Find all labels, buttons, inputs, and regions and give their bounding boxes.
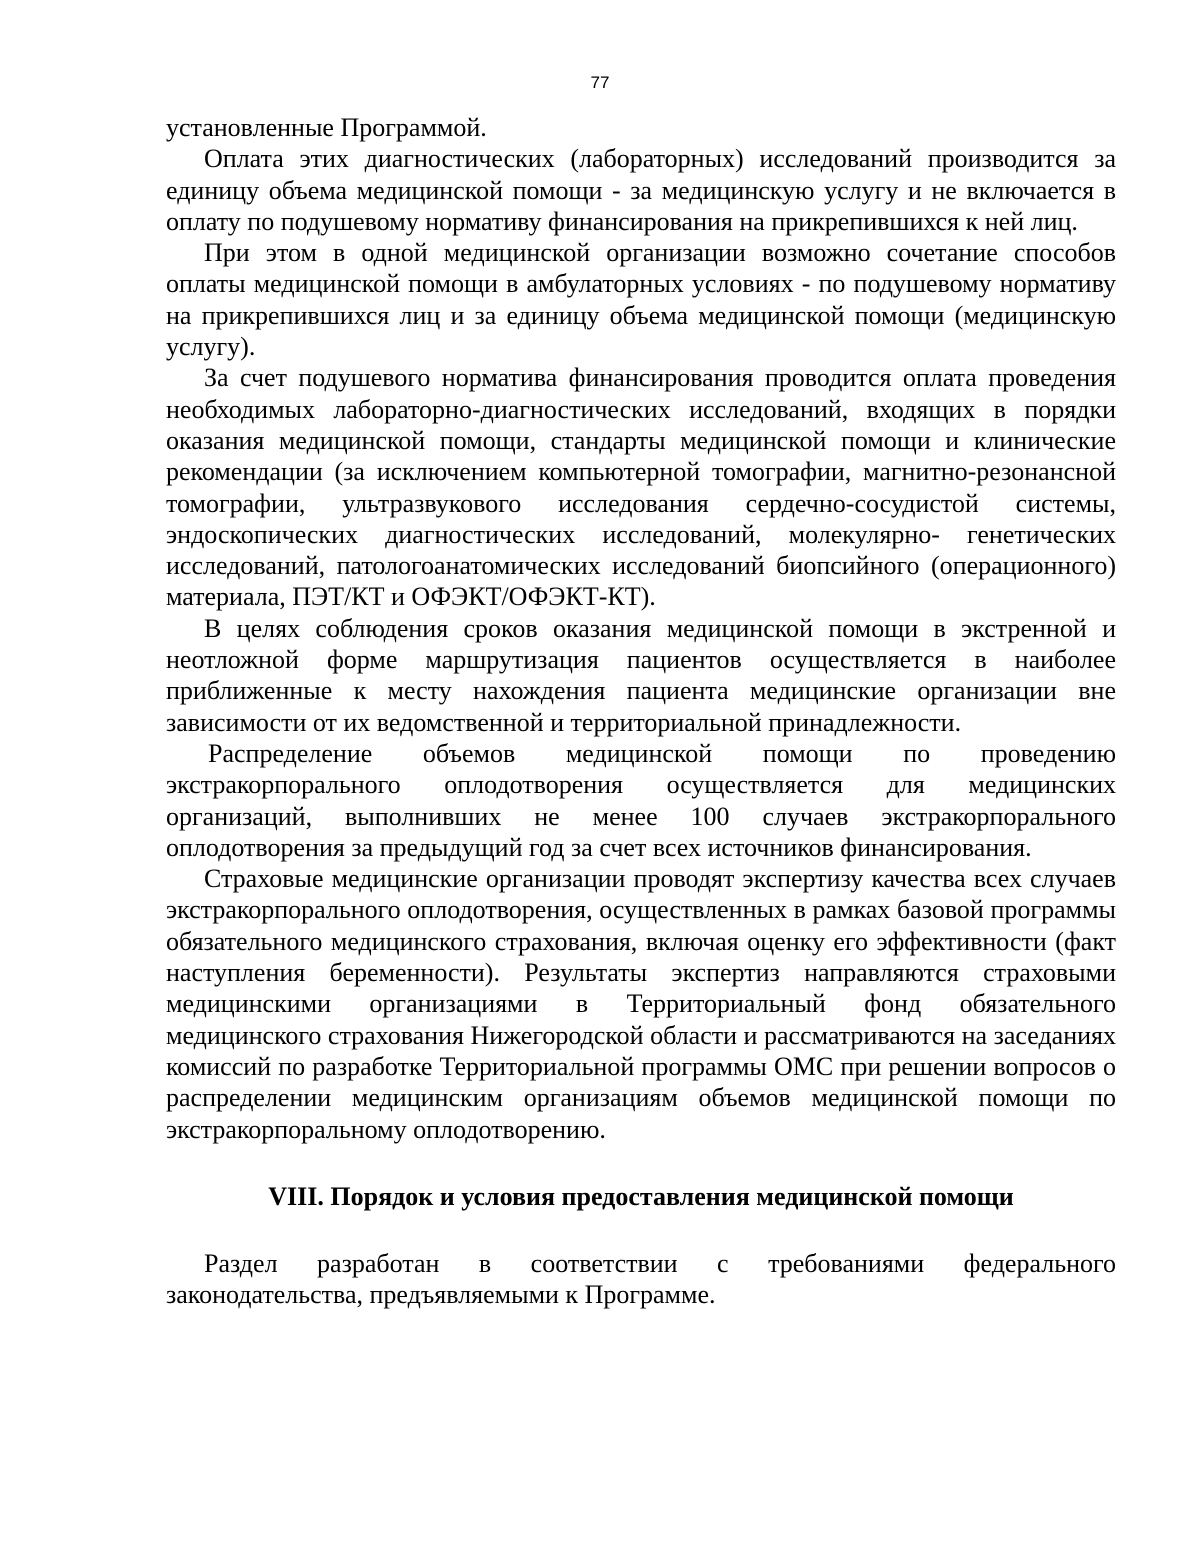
paragraph-payment-combination: При этом в одной медицинской организации возможно сочетание способов оплаты медицинской помощи в амбулаторных условиях - по подушевому нормативу на прикрепившихся лиц и за единицу объема медицинской помощи (медицинскую услугу). — [166, 238, 1116, 362]
paragraph-continuation: установленные Программой. — [166, 113, 487, 142]
paragraph-payment-diagnostics: Оплата этих диагностических (лабораторных) исследований производится за единицу объема медицинской помощи - за медицинскую услугу и не включается в оплату по подушевому нормативу финансирования на прикрепившихся к ней лиц. — [166, 144, 1116, 236]
document-body — [166, 112, 1116, 1310]
paragraph-per-capita-funding: За счет подушевого норматива финансирования проводится оплата проведения необходимых лабораторно-диагностических исследований, входящих в порядки оказания медицинской помощи, стандарты медицинской помощи и клинические рекомендации (за исключением компьютерной томографии, магнитно-резонансной томографии, ультразвукового исследования сердечно-сосудистой системы, эндоскопических диагностических исследований, молекулярно- генетических исследований, патологоанатомических исследований биопсийного (операционного) материала, ПЭТ/КТ и ОФЭКТ/ОФЭКТ-КТ). — [166, 363, 1116, 612]
section-heading: VIII. Порядок и условия предоставления медицинской помощи — [268, 1181, 1014, 1211]
paragraph-emergency-routing: В целях соблюдения сроков оказания медицинской помощи в экстренной и неотложной форме маршрутизация пациентов осуществляется в наиболее приближенные к месту нахождения пациента медицинские организации вне зависимости от их ведомственной и территориальной принадлежности. — [166, 613, 1116, 737]
paragraph-ivf-expertise: Страховые медицинские организации проводят экспертизу качества всех случаев экстракорпорального оплодотворения, осуществленных в рамках базовой программы обязательного медицинского страхования, включая оценку его эффективности (факт наступления беременности). Результаты экспертиз направляются страховыми медицинскими организациями в Территориальный фонд обязательного медицинского страхования Нижегородской области и рассматриваются на заседаниях комиссий по разработке Территориальной программы ОМС при решении вопросов о распределении медицинским организациям объемов медицинской помощи по экстракорпоральному оплодотворению. — [166, 864, 1116, 1144]
paragraph-ivf-distribution: Распределение объемов медицинской помощи по проведению экстракорпорального оплодотворения осуществляется для медицинских организаций, выполнивших не менее 100 случаев экстракорпорального оплодотворения за предыдущий год за счет всех источников финансирования. — [166, 738, 1116, 862]
page-number: 77 — [590, 73, 610, 92]
paragraph-section-intro: Раздел разработан в соответствии с требованиями федерального законодательства, предъявляемыми к Программе. — [166, 1248, 1116, 1310]
